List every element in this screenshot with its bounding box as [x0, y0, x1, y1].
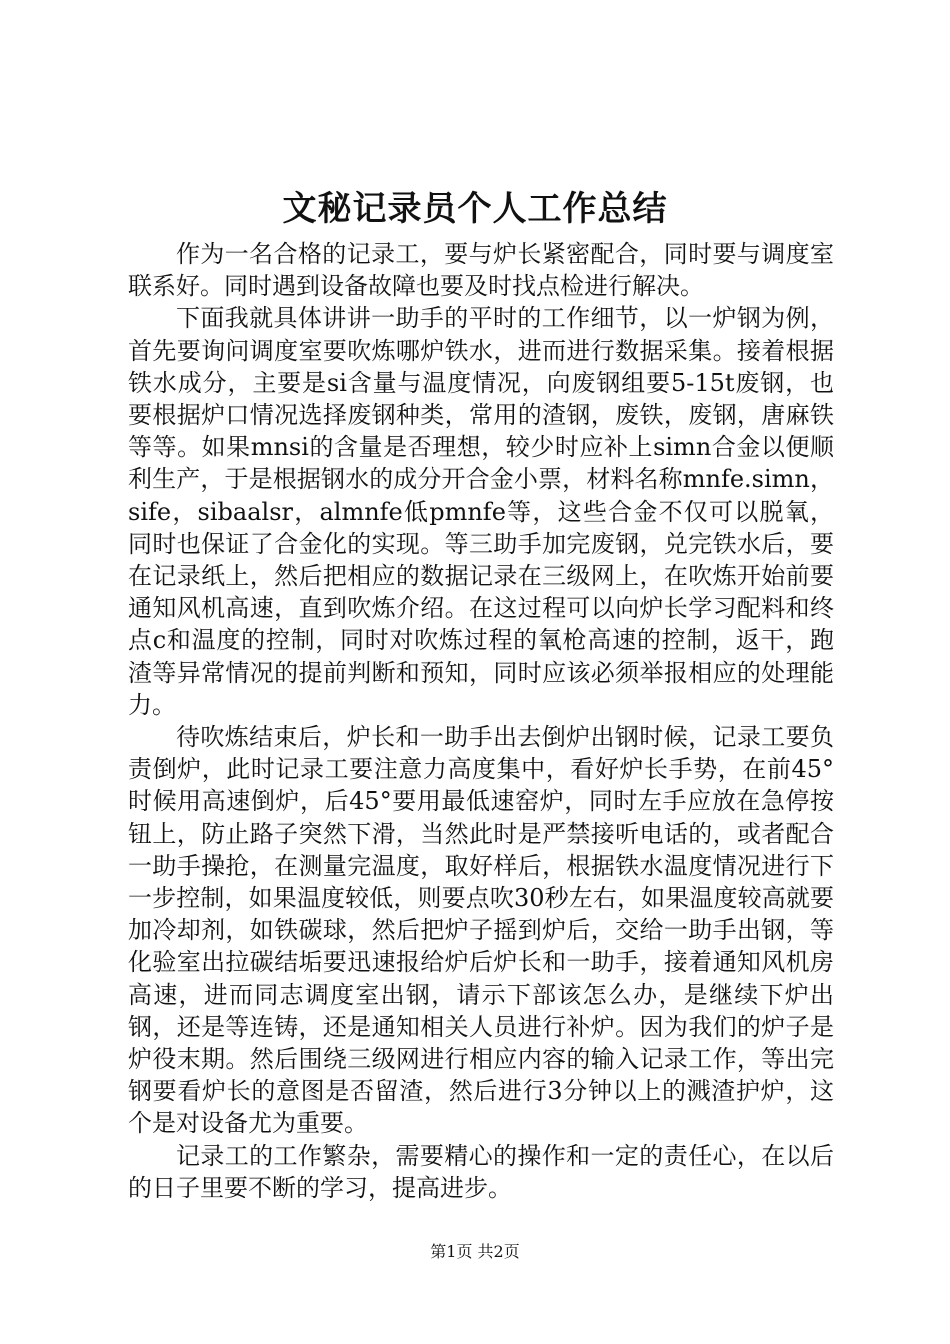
document-body [128, 238, 834, 1204]
paragraph-3: 待吹炼结束后，炉长和一助手出去倒炉出钢时候，记录工要负责倒炉，此时记录工要注意力高度集中，看好炉长手势，在前45°时候用高速倒炉，后45°要用最低速窑炉，同时左手应放在急停按钮上，防止路子突然下滑，当然此时是严禁接听电话的，或者配合一助手操抢，在测量完温度，取好样后，根据铁水温度情况进行下一步控制，如果温度较低，则要点吹30秒左右，如果温度较高就要加冷却剂，如铁碳球，然后把炉子摇到炉后，交给一助手出钢，等化验室出拉碳结垢要迅速报给炉后炉长和一助手，接着通知风机房高速，进而同志调度室出钢，请示下部该怎么办，是继续下炉出钢，还是等连铸，还是通知相关人员进行补炉。因为我们的炉子是炉役末期。然后围绕三级网进行相应内容的输入记录工作，等出完钢要看炉长的意图是否留渣，然后进行3分钟以上的溅渣护炉，这个是对设备尤为重要。 [128, 723, 834, 1138]
document-title: 文秘记录员个人工作总结 [282, 189, 668, 229]
paragraph-2: 下面我就具体讲讲一助手的平时的工作细节，以一炉钢为例，首先要询问调度室要吹炼哪炉铁水，进而进行数据采集。接着根据铁水成分，主要是si含量与温度情况，向废钢组要5-15t废钢，也要根据炉口情况选择废钢种类，常用的渣钢，废铁，废钢，唐麻铁等等。如果mnsi的含量是否理想，较少时应补上simn合金以便顺利生产，于是根据钢水的成分开合金小票，材料名称mnfe.simn，sife，sibaalsr，almnfe低pmnfe等，这些合金不仅可以脱氧，同时也保证了合金化的实现。等三助手加完废钢，兑完铁水后，要在记录纸上，然后把相应的数据记录在三级网上，在吹炼开始前要通知风机高速，直到吹炼介绍。在这过程可以向炉长学习配料和终点c和温度的控制，同时对吹炼过程的氧枪高速的控制，返干，跑渣等异常情况的提前判断和预知，同时应该必须举报相应的处理能力。 [128, 304, 834, 719]
page-footer: 第1页 共2页 [430, 1242, 520, 1261]
paragraph-4: 记录工的工作繁杂，需要精心的操作和一定的责任心，在以后的日子里要不断的学习，提高进步。 [128, 1141, 834, 1202]
paragraph-1: 作为一名合格的记录工，要与炉长紧密配合，同时要与调度室联系好。同时遇到设备故障也要及时找点检进行解决。 [128, 240, 834, 301]
